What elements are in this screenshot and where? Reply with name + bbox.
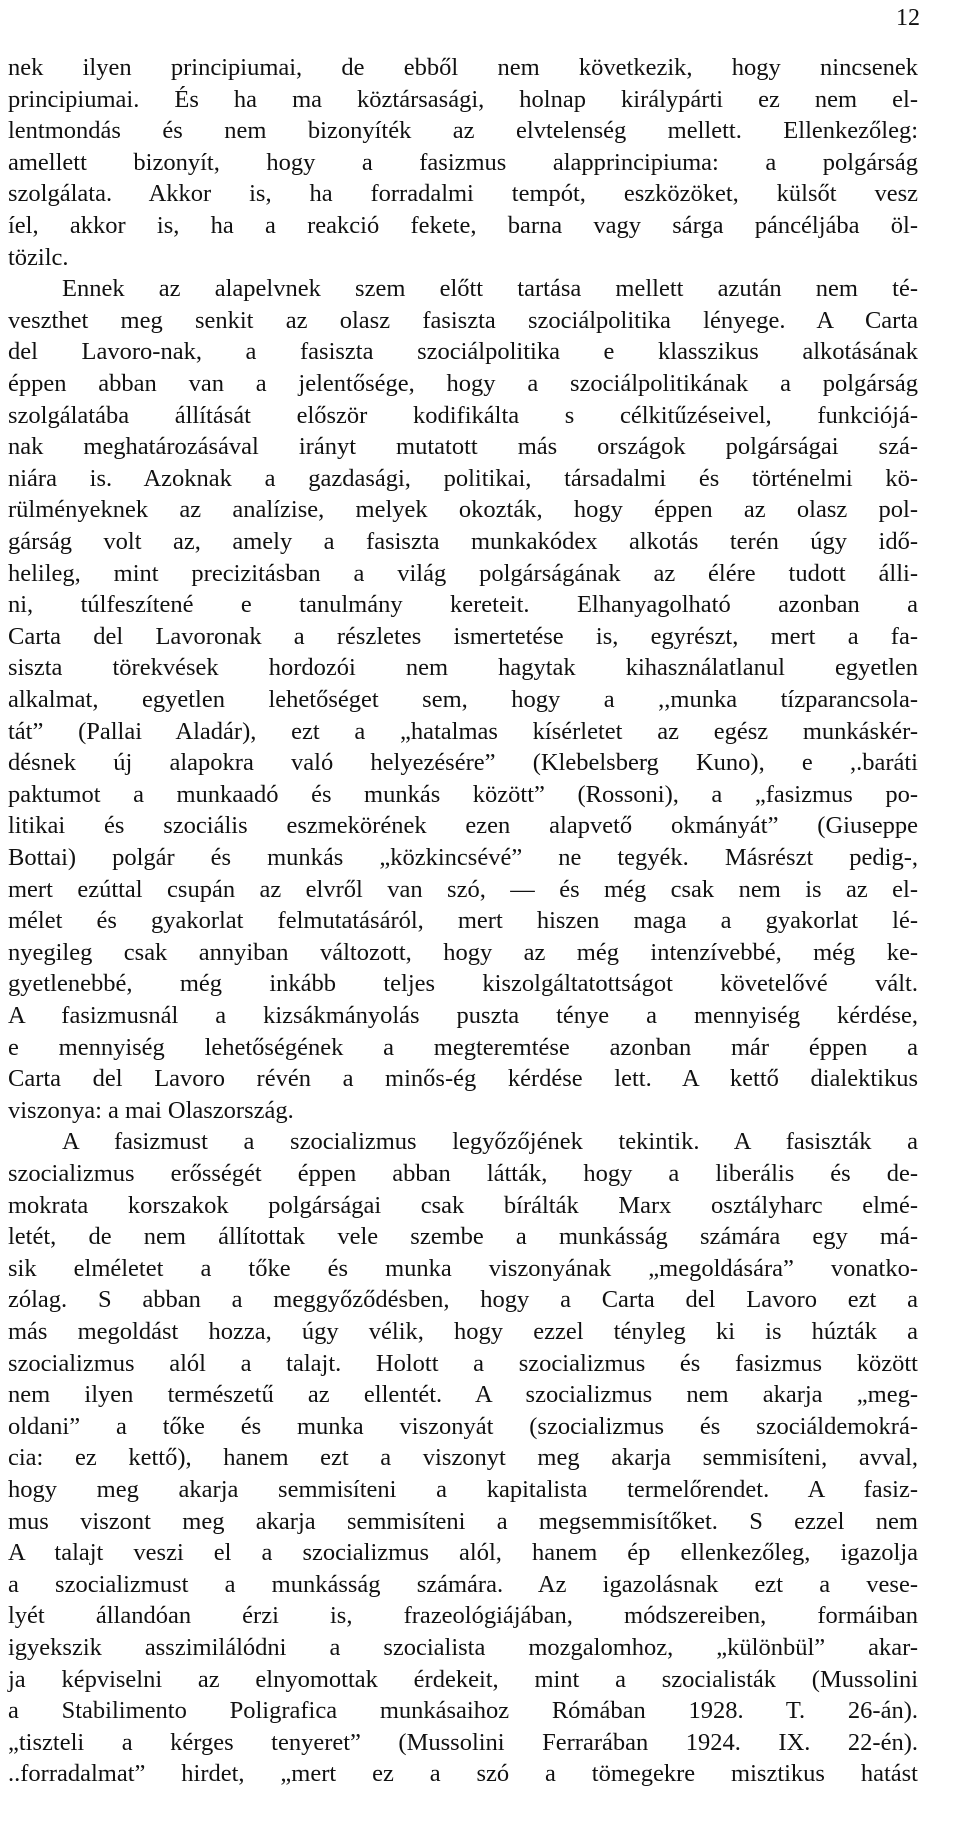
- text-line: ..forradalmat” hirdet, „mert ez a szó a tömegekre misztikus hatást: [8, 1760, 918, 1788]
- text-line: nyegileg csak annyiban változott, hogy az még intenzívebbé, még ke-: [8, 938, 918, 966]
- text-line: rülményeknek az analízise, melyek okozták, hogy éppen az olasz pol-: [8, 496, 918, 524]
- text-line: mert ezúttal csupán az elvről van szó, — és még csak nem is az el-: [8, 875, 918, 903]
- text-line: A talajt veszi el a szocializmus alól, hanem ép ellenkezőleg, igazolja: [8, 1539, 918, 1567]
- text-line: siszta törekvések hordozói nem hagytak kihasználatlanul egyetlen: [8, 654, 918, 682]
- text-line: e mennyiség lehetőségének a megteremtése azonban már éppen a: [8, 1033, 918, 1061]
- text-line: íel, akkor is, ha a reakció fekete, barna vagy sárga páncéljába öl-: [8, 212, 918, 239]
- text-line: Bottai) polgár és munkás „közkincsévé” ne tegyék. Másrészt pedig-,: [8, 844, 918, 871]
- text-line: nak meghatározásával irányt mutatott más országok polgárságai szá-: [8, 433, 918, 461]
- text-line: szolgálatába állítását először kodifikálta s célkitűzéseivel, funkciójá-: [8, 401, 918, 429]
- page-number: 12: [896, 5, 920, 31]
- text-line: zólag. S abban a meggyőződésben, hogy a Carta del Lavoro ezt a: [8, 1286, 918, 1314]
- text-line: nek ilyen principiumai, de ebből nem következik, hogy nincsenek: [8, 54, 918, 81]
- text-line: A fasizmusnál a kizsákmányolás puszta ténye a mennyiség kérdése,: [8, 1002, 918, 1029]
- text-line: szolgálata. Akkor is, ha forradalmi tempót, eszközöket, külsőt vesz: [8, 180, 918, 208]
- text-line: „tiszteli a kérges tenyeret” (Mussolini Ferrarában 1924. IX. 22-én).: [8, 1728, 918, 1756]
- text-line: szocializmus alól a talajt. Holott a szocializmus és fasizmus között: [8, 1349, 918, 1377]
- text-line: más megoldást hozza, úgy vélik, hogy ezzel tényleg ki is húzták a: [8, 1318, 918, 1345]
- text-line: A fasizmust a szocializmus legyőzőjének tekintik. A fasiszták a: [62, 1128, 918, 1156]
- text-line: nem ilyen természetű az ellentét. A szocializmus nem akarja „meg-: [8, 1381, 918, 1409]
- text-line: principiumai. És ha ma köztársasági, holnap királypárti ez nem el-: [8, 85, 918, 113]
- text-line: alkalmat, egyetlen lehetőséget sem, hogy a ,,munka tízparancsola-: [8, 686, 918, 713]
- text-line: del Lavoro-nak, a fasiszta szociálpolitika e klasszikus alkotásának: [8, 338, 918, 366]
- text-line: hogy meg akarja semmisíteni a kapitalista termelőrendet. A fasiz-: [8, 1476, 918, 1503]
- text-line: a szocializmust a munkásság számára. Az igazolásnak ezt a vese-: [8, 1570, 918, 1598]
- text-line: paktumot a munkaadó és munkás között” (Rossoni), a „fasizmus po-: [8, 780, 918, 808]
- text-line: szocializmus erősségét éppen abban látták, hogy a liberális és de-: [8, 1160, 918, 1187]
- text-line: letét, de nem állítottak vele szembe a munkásság számára egy má-: [8, 1223, 918, 1251]
- text-line: gyetlenebbé, még inkább teljes kiszolgáltatottságot követelővé vált.: [8, 970, 918, 998]
- text-line: tözilc.: [8, 243, 69, 271]
- text-line: lentmondás és nem bizonyíték az elvtelenség mellett. Ellenkezőleg:: [8, 117, 918, 145]
- text-line: veszthet meg senkit az olasz fasiszta szociálpolitika lényege. A Carta: [8, 306, 918, 334]
- text-line: niára is. Azoknak a gazdasági, politikai, társadalmi és történelmi kö-: [8, 464, 918, 492]
- text-line: ni, túlfeszítené e tanulmány kereteit. Elhanyagolható azonban a: [8, 591, 918, 619]
- text-line: désnek új alapokra való helyezésére” (Klebelsberg Kuno), e ,.baráti: [8, 749, 918, 777]
- text-line: viszonya: a mai Olaszország.: [8, 1096, 294, 1124]
- text-line: igyekszik asszimilálódni a szocialista mozgalomhoz, „különbül” akar-: [8, 1634, 918, 1661]
- text-line: amellett bizonyít, hogy a fasizmus alapprincipiuma: a polgárság: [8, 148, 918, 176]
- text-line: lyét állandóan érzi is, frazeológiájában, módszereiben, formáiban: [8, 1602, 918, 1630]
- text-line: ja képviselni az elnyomottak érdekeit, mint a szocialisták (Mussolini: [8, 1665, 918, 1693]
- text-line: sik elméletet a tőke és munka viszonyának „megoldására” vonatko-: [8, 1254, 918, 1282]
- text-line: gárság volt az, amely a fasiszta munkakódex alkotás terén úgy idő-: [8, 528, 918, 555]
- text-line: éppen abban van a jelentősége, hogy a szociálpolitikának a polgárság: [8, 370, 918, 397]
- text-line: tát” (Pallai Aladár), ezt a „hatalmas kísérletet az egész munkáskér-: [8, 717, 918, 745]
- text-line: cia: ez kettő), hanem ezt a viszonyt meg akarja semmisíteni, avval,: [8, 1444, 918, 1472]
- text-line: helileg, mint precizitásban a világ polgárságának az élére tudott álli-: [8, 559, 918, 587]
- text-line: oldani” a tőke és munka viszonyát (szocializmus és szociáldemokrá-: [8, 1412, 918, 1440]
- text-line: mélet és gyakorlat felmutatásáról, mert hiszen maga a gyakorlat lé-: [8, 907, 918, 935]
- text-line: mokrata korszakok polgárságai csak bírálták Marx osztályharc elmé-: [8, 1191, 918, 1219]
- text-line: Carta del Lavoronak a részletes ismertetése is, egyrészt, mert a fa-: [8, 622, 918, 650]
- text-line: Carta del Lavoro révén a minős-ég kérdése lett. A kettő dialektikus: [8, 1065, 918, 1093]
- text-line: mus viszont meg akarja semmisíteni a megsemmisítőket. S ezzel nem: [8, 1507, 918, 1535]
- text-line: a Stabilimento Poligrafica munkásaihoz Rómában 1928. T. 26-án).: [8, 1697, 918, 1725]
- text-line: Ennek az alapelvnek szem előtt tartása mellett azután nem té-: [62, 275, 918, 303]
- text-line: litikai és szociális eszmekörének ezen alapvető okmányát” (Giuseppe: [8, 812, 918, 840]
